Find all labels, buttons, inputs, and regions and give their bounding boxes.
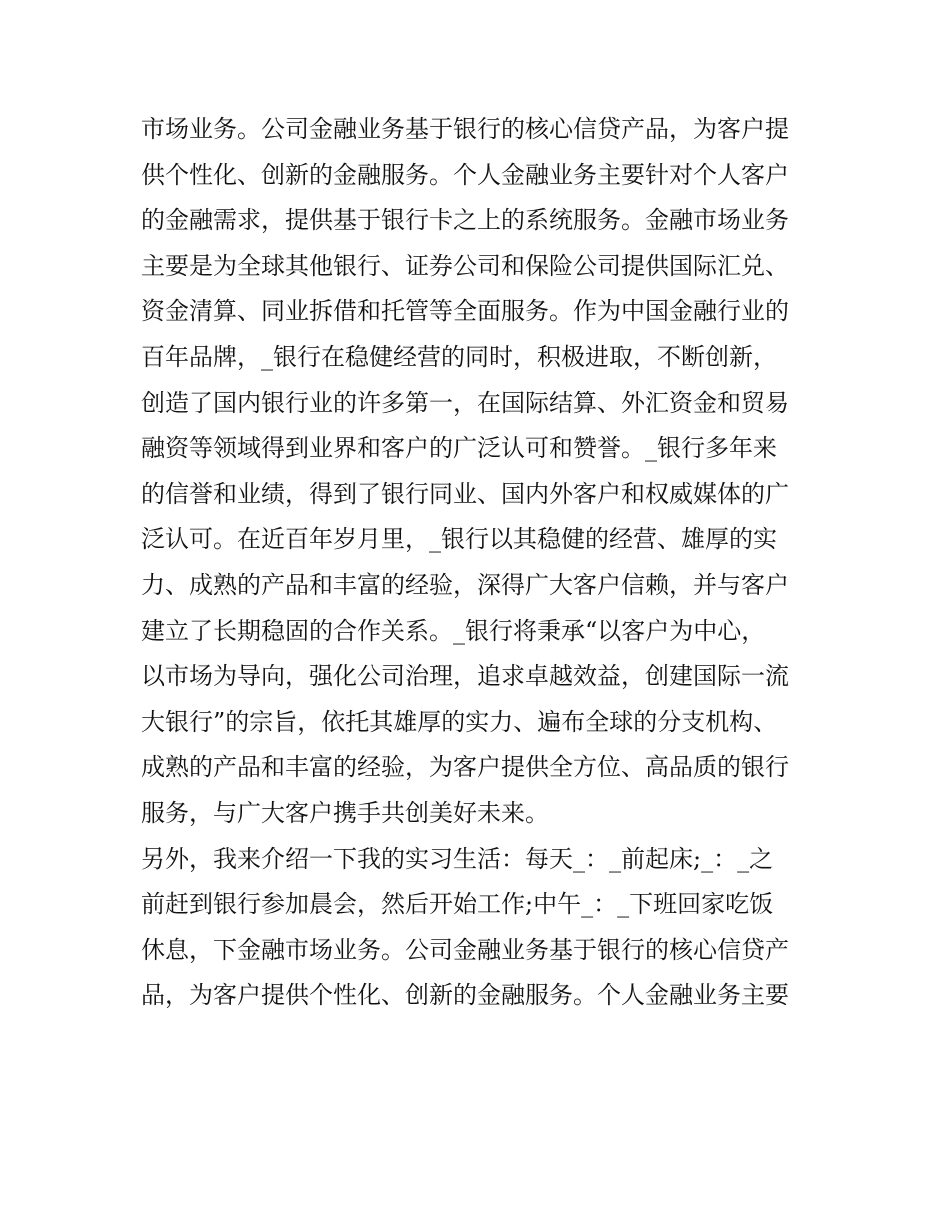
text-line: 品，为客户提供个性化、创新的金融服务。个人金融业务主要 xyxy=(141,981,789,1010)
text-line: 另外，我来介绍一下我的实习生活：每天_：_前起床;_：_之 xyxy=(141,844,774,873)
text-line: 建立了长期稳固的合作关系。_银行将秉承“以客户为中心， xyxy=(141,616,766,645)
text-line: 主要是为全球其他银行、证券公司和保险公司提供国际汇兑、 xyxy=(141,251,789,280)
text-line: 的金融需求，提供基于银行卡之上的系统服务。金融市场业务 xyxy=(141,206,789,235)
text-line: 休息，下金融市场业务。公司金融业务基于银行的核心信贷产 xyxy=(141,935,789,964)
text-line: 成熟的产品和丰富的经验，为客户提供全方位、高品质的银行 xyxy=(141,753,789,782)
text-line: 力、成熟的产品和丰富的经验，深得广大客户信赖，并与客户 xyxy=(141,570,789,599)
text-line: 资金清算、同业拆借和托管等全面服务。作为中国金融行业的 xyxy=(141,297,789,326)
text-line: 泛认可。在近百年岁月里，_银行以其稳健的经营、雄厚的实 xyxy=(141,525,777,554)
text-line: 服务，与广大客户携手共创美好未来。 xyxy=(141,798,549,827)
text-line: 以市场为导向，强化公司治理，追求卓越效益，创建国际一流 xyxy=(141,662,789,691)
text-line: 供个性化、创新的金融服务。个人金融业务主要针对个人客户 xyxy=(141,160,789,189)
text-line: 市场业务。公司金融业务基于银行的核心信贷产品，为客户提 xyxy=(141,115,789,143)
text-line: 创造了国内银行业的许多第一，在国际结算、外汇资金和贸易 xyxy=(141,388,789,417)
body-text xyxy=(141,107,831,1019)
text-line: 大银行”的宗旨，依托其雄厚的实力、遍布全球的分支机构、 xyxy=(141,707,778,736)
text-line: 的信誉和业绩，得到了银行同业、国内外客户和权威媒体的广 xyxy=(141,479,789,508)
text-line: 百年品牌，_银行在稳健经营的同时，积极进取，不断创新， xyxy=(141,342,777,371)
text-line: 融资等领域得到业界和客户的广泛认可和赞誉。_银行多年来 xyxy=(141,434,777,463)
text-line: 前赶到银行参加晨会，然后开始工作;中午_：_下班回家吃饭 xyxy=(141,890,774,919)
